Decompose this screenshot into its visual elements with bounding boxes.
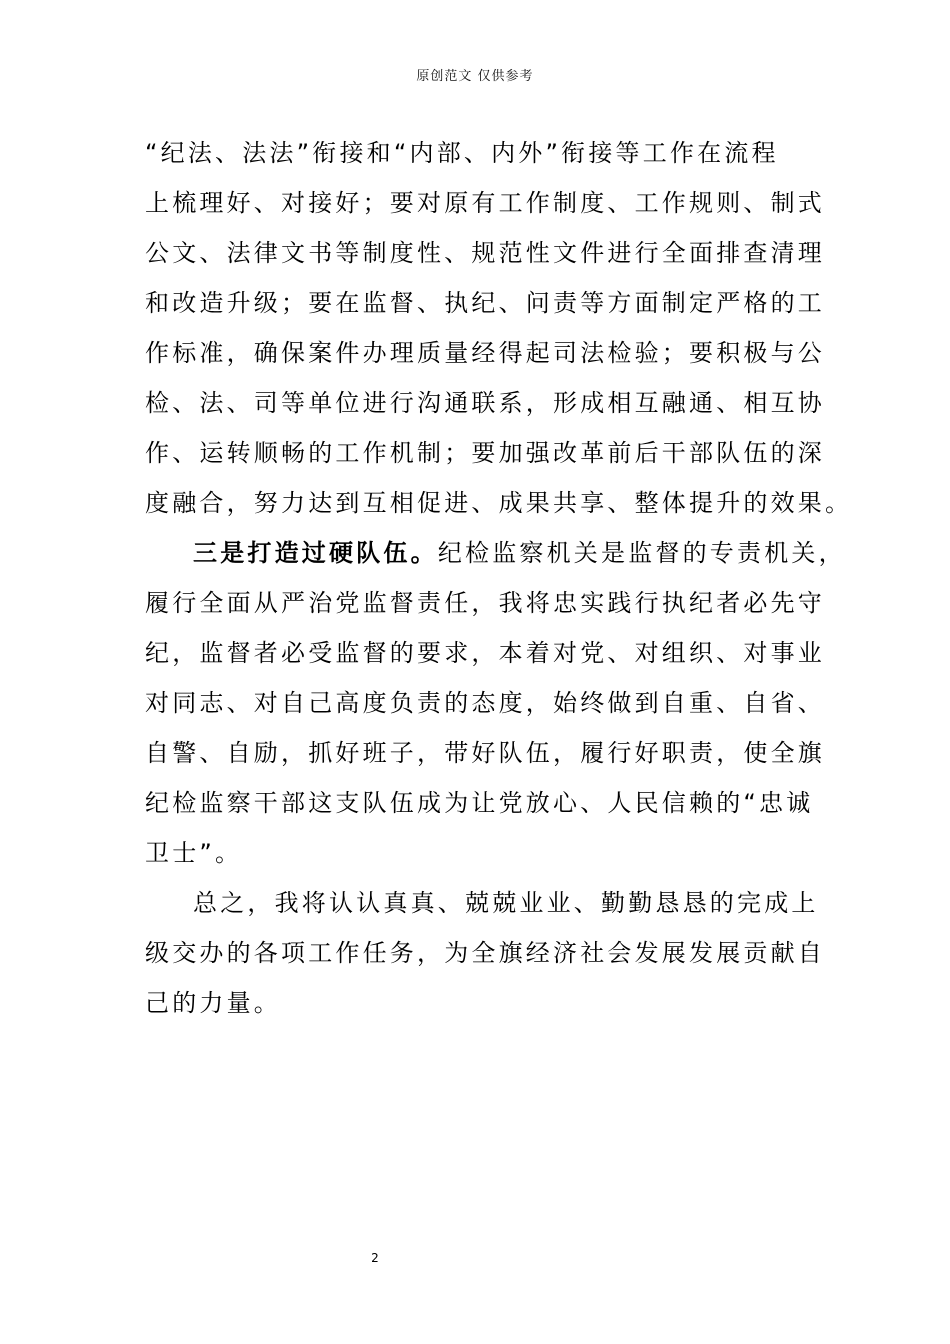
text-line: 总之，我将认认真真、兢兢业业、勤勤恳恳的完成上 (193, 889, 819, 917)
text-line: 作、运转顺畅的工作机制；要加强改革前后干部队伍的深 (145, 439, 825, 467)
text-run: 纪检监察机关是监督的专责机关， (437, 539, 846, 567)
text-line: 级交办的各项工作任务，为全旗经济社会发展发展贡献自 (145, 939, 825, 967)
document-body (145, 128, 853, 1028)
paragraph-conclusion (145, 878, 825, 1028)
paragraph-team (145, 528, 846, 878)
text-line: 卫士”。 (145, 839, 243, 867)
text-line: 度融合，努力达到互相促进、成果共享、整体提升的效果。 (145, 489, 853, 517)
text-line: 纪，监督者必受监督的要求，本着对党、对组织、对事业 (145, 639, 825, 667)
text-line: 对同志、对自己高度负责的态度，始终做到自重、自省、 (145, 689, 825, 717)
text-line: 自警、自励，抓好班子，带好队伍，履行好职责，使全旗 (145, 739, 825, 767)
page-number: 2 (371, 1251, 379, 1265)
text-line: 和改造升级；要在监督、执纪、问责等方面制定严格的工 (145, 289, 825, 317)
paragraph-continuation (145, 128, 853, 528)
text-line (145, 528, 846, 578)
text-line: 己的力量。 (145, 989, 281, 1017)
text-line: 履行全面从严治党监督责任，我将忠实践行执纪者必先守 (145, 589, 825, 617)
text-line: 公文、法律文书等制度性、规范性文件进行全面排查清理 (145, 239, 825, 267)
text-line: 纪检监察干部这支队伍成为让党放心、人民信赖的“忠诚 (145, 789, 814, 817)
text-line: 作标准，确保案件办理质量经得起司法检验；要积极与公 (145, 339, 825, 367)
text-line: 上梳理好、对接好；要对原有工作制度、工作规则、制式 (145, 189, 825, 217)
text-line: 检、法、司等单位进行沟通联系，形成相互融通、相互协 (145, 389, 825, 417)
text-line: “纪法、法法”衔接和“内部、内外”衔接等工作在流程 (145, 139, 779, 167)
page-header: 原创范文 仅供参考 (416, 69, 534, 84)
section-heading-inline: 三是打造过硬队伍。 (193, 539, 438, 567)
